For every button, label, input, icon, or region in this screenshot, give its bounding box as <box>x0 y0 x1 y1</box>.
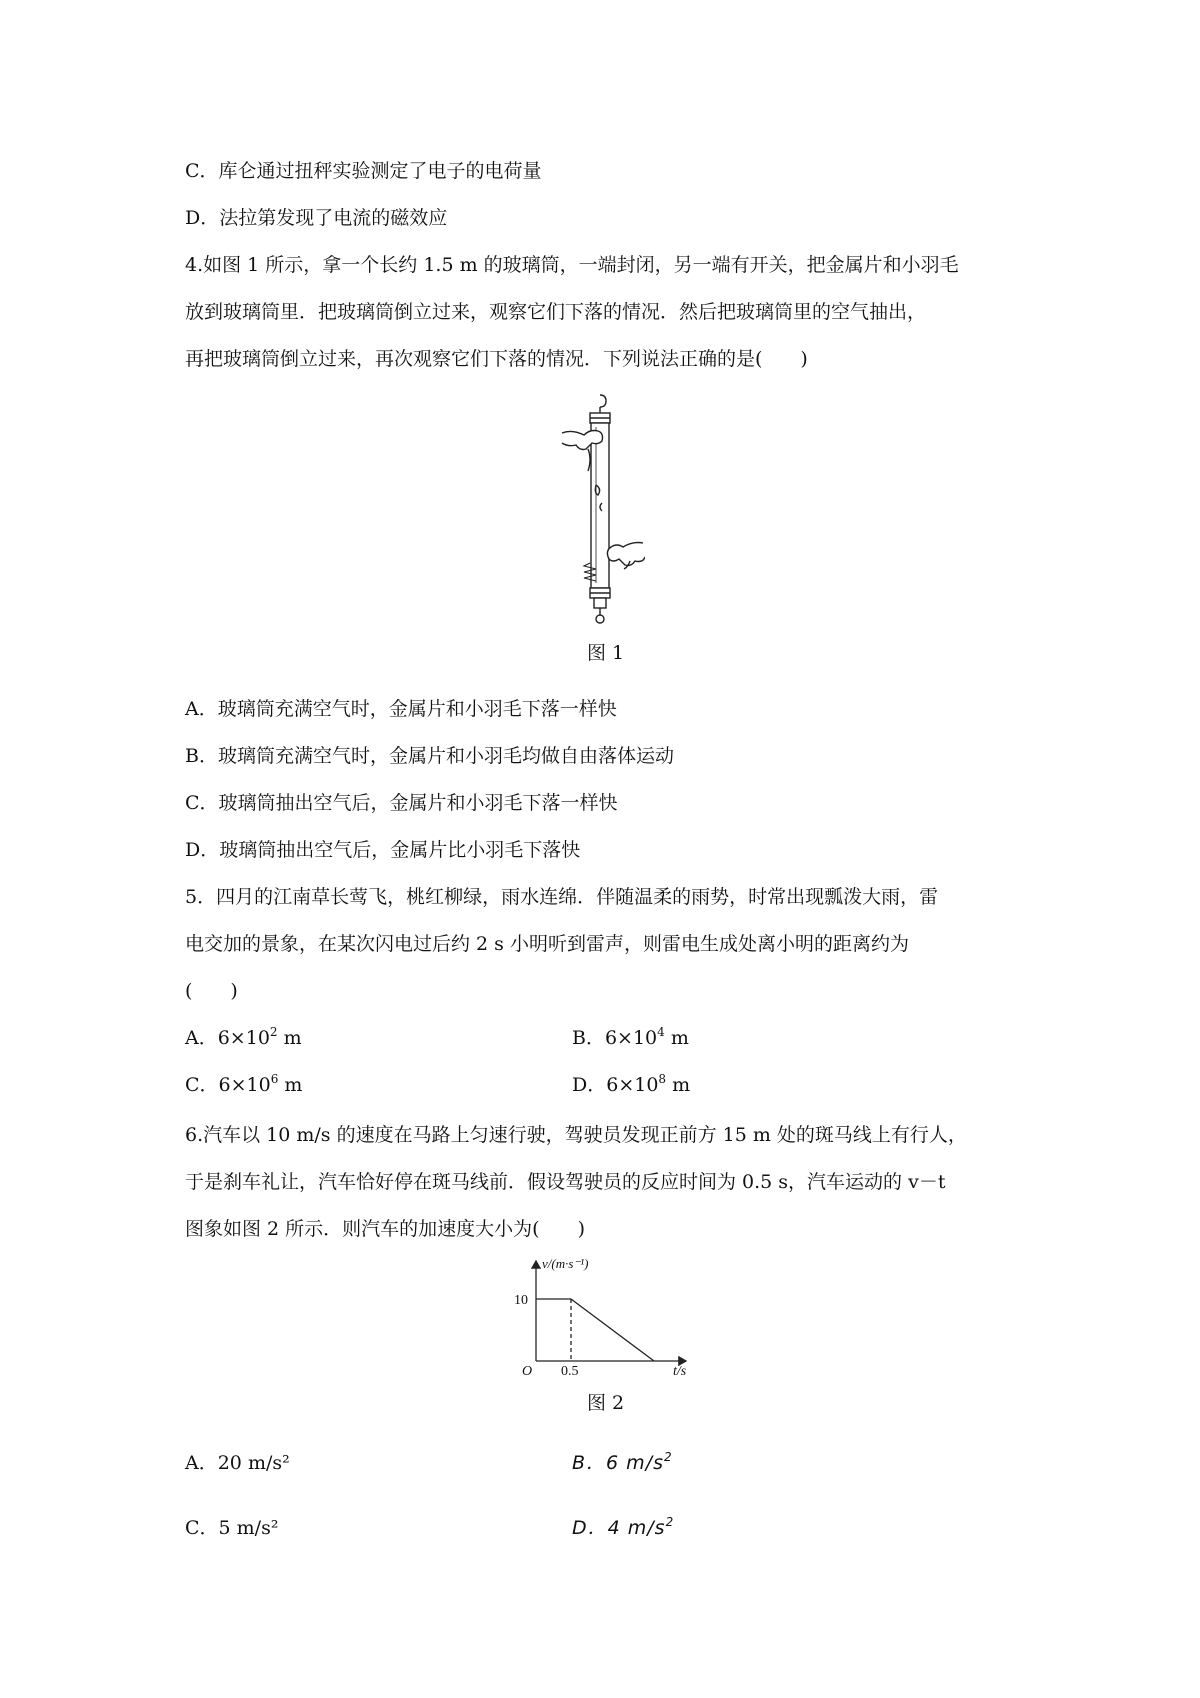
x-axis-label: t/s <box>673 1364 687 1375</box>
q5-option-a-exponent: 2 <box>269 1025 278 1039</box>
q5-stem-line3: ( ) <box>185 980 238 1002</box>
q4-option-a: A．玻璃筒充满空气时，金属片和小羽毛下落一样快 <box>185 698 617 720</box>
q5-option-b <box>572 1025 689 1051</box>
q5-option-b-unit: m <box>664 1027 689 1049</box>
q6-stem-line1: 6.汽车以 10 m/s 的速度在马路上匀速行驶，驾驶员发现正前方 15 m 处的斑马线上有行人， <box>185 1124 967 1146</box>
q5-option-c <box>185 1072 302 1098</box>
q5-option-a-unit: m <box>277 1027 302 1049</box>
q3-option-d: D．法拉第发现了电流的磁效应 <box>185 207 448 229</box>
q6-option-d <box>572 1515 674 1541</box>
q6-option-b-exponent: 2 <box>663 1450 673 1464</box>
q5-option-c-unit: m <box>278 1074 303 1096</box>
q5-option-a-base: A．6×10 <box>185 1027 270 1049</box>
q5-option-d-exponent: 8 <box>658 1072 667 1086</box>
q6-option-c-text: C．5 m/s² <box>185 1517 279 1539</box>
q6-option-a-text: A．20 m/s² <box>185 1452 290 1474</box>
q5-option-d <box>572 1072 690 1098</box>
q6-option-d-text: D．4 m/s <box>572 1517 666 1539</box>
q6-stem-line3: 图象如图 2 所示．则汽车的加速度大小为( ) <box>185 1218 585 1240</box>
x-tick-0-5: 0.5 <box>561 1364 579 1375</box>
q5-stem-line1: 5．四月的江南草长莺飞，桃红柳绿，雨水连绵．伴随温柔的雨势，时常出现瓢泼大雨，雷 <box>185 886 939 908</box>
q6-stem-line2: 于是刹车礼让，汽车恰好停在斑马线前．假设驾驶员的反应时间为 0.5 s，汽车运动的 v－t <box>185 1171 946 1193</box>
q4-stem-line2: 放到玻璃筒里．把玻璃筒倒立过来，观察它们下落的情况．然后把玻璃筒里的空气抽出， <box>185 301 927 323</box>
q5-option-b-base: B．6×10 <box>572 1027 658 1049</box>
y-axis-label: v/(m·s⁻¹) <box>542 1256 589 1271</box>
q6-option-c <box>185 1515 278 1541</box>
q4-option-c: C．玻璃筒抽出空气后，金属片和小羽毛下落一样快 <box>185 792 618 814</box>
q5-option-d-unit: m <box>666 1074 691 1096</box>
q4-stem-line3: 再把玻璃筒倒立过来，再次观察它们下落的情况．下列说法正确的是( ) <box>185 348 808 370</box>
q5-stem-line2: 电交加的景象，在某次闪电过后约 2 s 小明听到雷声，则雷电生成处离小明的距离约为 <box>185 933 909 955</box>
figure-2-caption: 图 2 <box>587 1392 625 1414</box>
q4-option-d: D．玻璃筒抽出空气后，金属片比小羽毛下落快 <box>185 839 581 861</box>
q5-option-c-base: C．6×10 <box>185 1074 271 1096</box>
y-tick-10: 10 <box>514 1293 528 1308</box>
q5-option-d-base: D．6×10 <box>572 1074 659 1096</box>
q3-option-c: C．库仑通过扭秤实验测定了电子的电荷量 <box>185 160 542 182</box>
figure-2-vt-graph <box>508 1255 708 1375</box>
q6-option-a <box>185 1450 290 1476</box>
vt-graph-line <box>536 1299 654 1361</box>
q6-option-d-exponent: 2 <box>665 1515 675 1529</box>
origin-label: O <box>522 1364 533 1375</box>
q5-option-c-exponent: 6 <box>270 1072 279 1086</box>
q5-option-b-exponent: 4 <box>657 1025 665 1039</box>
q6-option-b <box>572 1450 673 1476</box>
q4-option-b: B．玻璃筒充满空气时，金属片和小羽毛均做自由落体运动 <box>185 745 674 767</box>
figure-1-glass-tube <box>560 393 645 628</box>
q5-option-a <box>185 1025 302 1051</box>
figure-1-caption: 图 1 <box>587 642 625 664</box>
q4-stem-line1: 4.如图 1 所示，拿一个长约 1.5 m 的玻璃筒，一端封闭，另一端有开关，把金属片和小羽毛 <box>185 254 959 276</box>
q6-option-b-text: B．6 m/s <box>572 1452 664 1474</box>
